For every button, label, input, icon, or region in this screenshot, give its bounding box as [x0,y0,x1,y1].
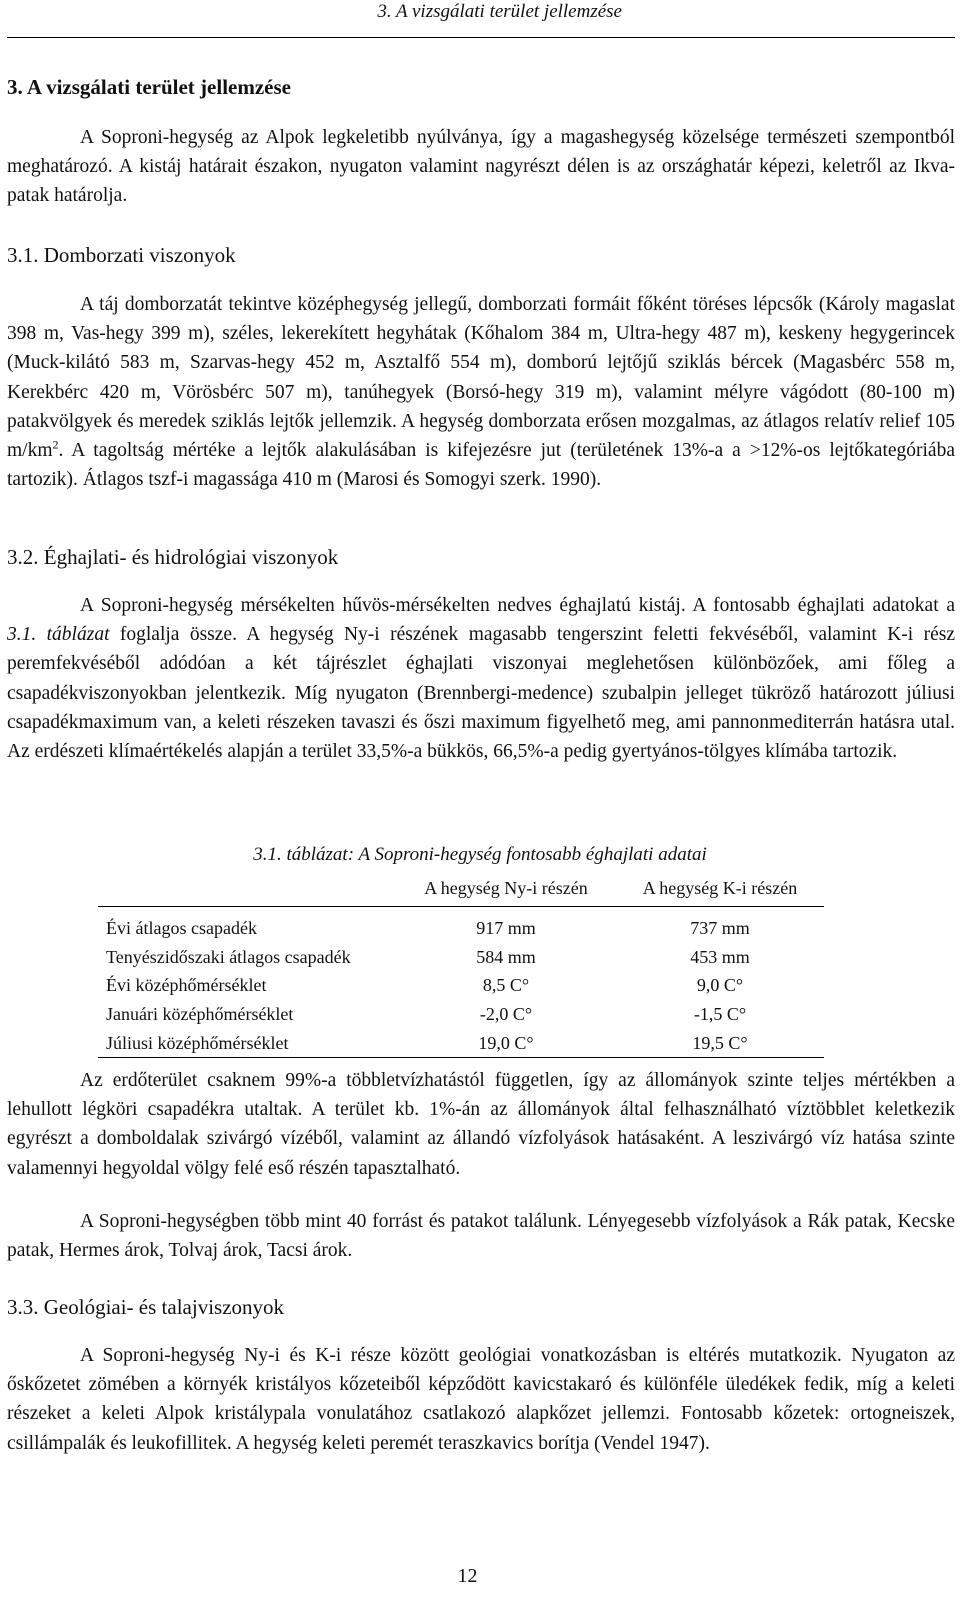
west-value: 917 mm [476,917,536,938]
water-paragraph: Az erdőterület csaknem 99%-a többletvízhatástól független, így az állományok szinte teljes mértékben a lehullott légköri csapadékra utaltak. A terület kb. 1%-án az állományok által felhasználható víztöbblet keletkezik egyrészt a domboldalak szivárgó vízéből, valamint az állandó vízfolyások hatásaként. A leszivárgó víz hatása szinte valamennyi hegyoldal völgy felé eső részén tapasztalható. [7,1070,955,1179]
table-caption: 3.1. táblázat: A Soproni-hegység fontosabb éghajlati adatai [253,844,707,865]
table-header-west: A hegység Ny-i részén [424,877,588,898]
subsection-title-relief: 3.1. Domborzati viszonyok [7,243,236,267]
subsection-title-geology: 3.3. Geológiai- és talajviszonyok [7,1295,285,1319]
west-value: 8,5 C° [482,975,530,996]
east-value: 9,0 C° [696,975,744,996]
superscript: 2 [52,437,59,452]
section-title: 3. A vizsgálati terület jellemzése [7,75,291,99]
climate-table [98,870,824,1058]
relief-text-part2: . A tagoltság mértéke a lejtők alakulásában is kifejezésre jut (területének 13%-a a >12%-os lejtőkategóriába tartozik). Átlagos tszf-i magassága 410 m (Marosi és Somogyi szerk. 1990). [7,440,955,491]
climate-text-end: foglalja össze. A hegység Ny-i részének magasabb tengerszint feletti fekvéséből, valamint K-i rész peremfekvéséből adódóan a két tájrészlet éghajlati viszonyai meglehetősen különbözőek, ami főleg a csapadékviszonyokban jelentkezik. Míg nyugaton (Brennbergi-medence) szubalpin jelleget tükröző határozott júliusi csapadékmaximum van, a keleti részeken tavaszi és őszi maximum figyelhető meg, ami pannonmediterrán hatásra utal. Az erdészeti klímaértékelés alapján a terület 33,5%-a bükkös, 66,5%-a pedig gyertyános-tölgyes klímába tartozik. [7,624,956,763]
springs-paragraph: A Soproni-hegységben több mint 40 forrást és patakot találunk. Lényegesebb vízfolyások a Rák patak, Kecske patak, Hermes árok, Tolvaj árok, Tacsi árok. [7,1211,955,1262]
table-reference: 3.1. táblázat [7,624,110,646]
intro-paragraph: A Soproni-hegység az Alpok legkeletibb nyúlványa, így a magashegység közelsége természeti szempontból meghatározó. A kistáj határait északon, nyugaton valamint nagyrészt délen is az országhatár képezi, keletről az Ikva-patak határolja. [7,127,955,207]
west-value: 584 mm [476,946,536,967]
table-row [98,943,824,972]
table-header-empty [98,870,396,907]
west-value: 19,0 C° [478,1032,534,1053]
table-header-row [98,870,824,907]
row-label: Tenyészidőszaki átlagos csapadék [106,946,351,967]
climate-text-start: A Soproni-hegység mérsékelten hűvös-mérsékelten nedves éghajlatú kistáj. A fontosabb éghajlati adatokat a [80,595,955,616]
west-value: -2,0 C° [479,1003,533,1024]
row-label: Évi középhőmérséklet [106,975,267,996]
row-label: Évi átlagos csapadék [106,917,257,938]
geology-paragraph: A Soproni-hegység Ny-i és K-i része között geológiai vonatkozásban is eltérés mutatkozik. Nyugaton az őskőzetet zömében a környék kristályos kőzeteiből képződött kavicstakaró és különféle üledékek fedik, míg a keleti részeket a keleti Alpok kristálypala vonulatához csatlakozó alapkőzet jellemzi. Fontosabb kőzetek: ortogneiszek, csillámpalák és leukofillitek. A hegység keleti peremét teraszkavics borítja (Vendel 1947). [7,1345,955,1454]
running-header: 3. A vizsgálati terület jellemzése [377,1,622,22]
east-value: 737 mm [690,917,750,938]
row-label: Januári középhőmérséklet [106,1003,294,1024]
relief-paragraph [7,290,955,494]
table-header-east: A hegység K-i részén [642,877,798,898]
subsection-title-climate: 3.2. Éghajlati- és hidrológiai viszonyok [7,545,339,569]
relief-text-part1: A táj domborzatát tekintve középhegység jellegű, domborzati formáit főként töréses lépcsők (Károly magaslat 398 m, Vas-hegy 399 m), széles, lekerekített hegyhátak (Kőhalom 384 m, Ultra-hegy 487 m), keskeny hegygerincek (Muck-kilátó 583 m, Szarvas-hegy 452 m, Asztalfő 554 m), domború lejtőjű sziklás bércek (Magasbérc 558 m, Kerekbérc 420 m, Vörösbérc 507 m), tanúhegyek (Borsó-hegy 319 m), valamint mélyre vágódott (80-100 m) patakvölgyek és meredek sziklás lejtők jellemzik. A hegység domborzata erősen mozgalmas, az átlagos relatív relief 105 m/km [7,294,955,462]
east-value: 453 mm [690,946,750,967]
row-label: Júliusi középhőmérséklet [106,1032,289,1053]
table-row [98,972,824,1001]
page-number: 12 [457,1565,478,1587]
table-row [98,1029,824,1058]
climate-paragraph [7,591,955,766]
east-value: 19,5 C° [692,1032,748,1053]
table-row [98,907,824,944]
table-row [98,1000,824,1029]
header-rule [7,37,955,38]
east-value: -1,5 C° [693,1003,747,1024]
